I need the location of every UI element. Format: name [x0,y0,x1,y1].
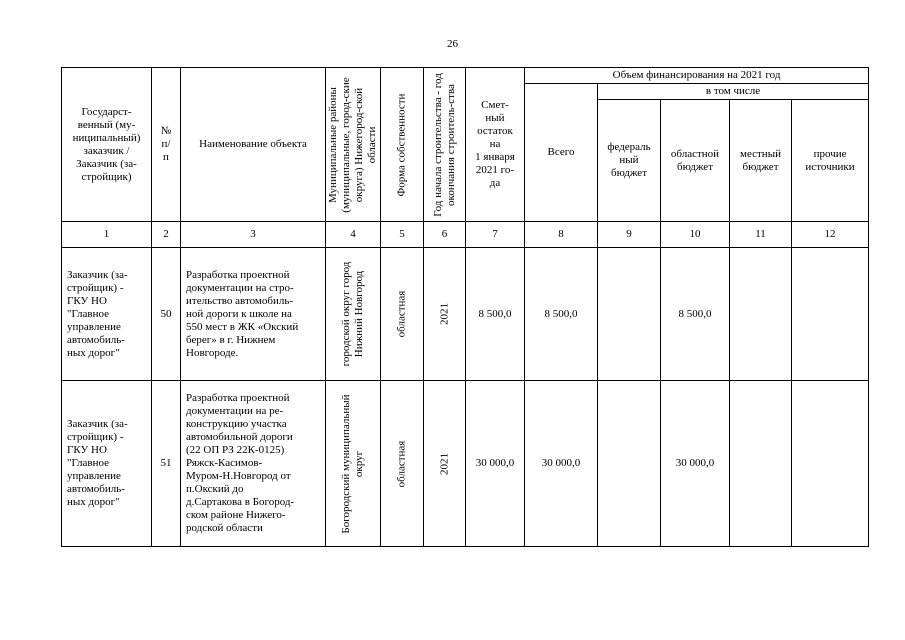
header-years [424,68,466,222]
row-customer: Заказчик (за- стройщик) - ГКУ НО "Главное управление автомобиль- ных дорог" [62,381,152,547]
header-districts-text: Муниципальные районы (муниципальные, город-ские округа) Нижегород-ской области [327,76,378,213]
row-balance: 30 000,0 [466,381,525,547]
row-federal [598,248,661,381]
header-total: Всего [525,84,598,222]
row-federal [598,381,661,547]
column-number-row [62,222,869,248]
row-years [424,381,466,547]
header-other: прочие источники [792,100,869,222]
header-funding-title: Объем финансирования на 2021 год [525,68,869,84]
column-number: 3 [181,222,326,248]
row-years-text: 2021 [438,452,450,475]
header-ownership [381,68,424,222]
row-years [424,248,466,381]
row-ownership [381,248,424,381]
column-number: 7 [466,222,525,248]
column-number: 11 [730,222,792,248]
row-ownership-text: областная [395,440,408,487]
column-number: 4 [326,222,381,248]
row-other [792,248,869,381]
row-object-name: Разработка проектной документации на ре- конструкцию участка автомобильной дороги (22 ОП РЗ 22К-0125) Ряжск-Касимов- Муром-Н.Новгород от п.Окский до д.Сартакова в Богород- ском районе Нижего- родской области [181,381,326,547]
row-ownership [381,381,424,547]
column-number: 1 [62,222,152,248]
header-object-name: Наименование объекта [181,68,326,222]
row-number: 50 [152,248,181,381]
row-district [326,381,381,547]
row-district-text: городской округ город Нижний Новгород [340,261,365,367]
header-ownership-text: Форма собственности [395,93,408,196]
row-balance: 8 500,0 [466,248,525,381]
column-number: 12 [792,222,869,248]
row-district-text: Богородский муниципальный округ [340,393,365,534]
column-number: 9 [598,222,661,248]
header-customer: Государст- венный (му- ниципальный) заказчик / Заказчик (за- стройщик) [62,68,152,222]
header-regional: областной бюджет [661,100,730,222]
header-balance: Смет- ный остаток на 1 января 2021 го- да [466,68,525,222]
table-row [62,381,869,547]
header-including: в том числе [598,84,869,100]
row-customer: Заказчик (за- стройщик) - ГКУ НО "Главное управление автомобиль- ных дорог" [62,248,152,381]
row-total: 8 500,0 [525,248,598,381]
column-number: 6 [424,222,466,248]
row-years-text: 2021 [438,303,450,325]
row-total: 30 000,0 [525,381,598,547]
header-federal: федераль ный бюджет [598,100,661,222]
page-number: 26 [447,38,458,50]
header-districts [326,68,381,222]
column-number: 2 [152,222,181,248]
financing-table [61,67,869,547]
header-local: местный бюджет [730,100,792,222]
row-regional: 30 000,0 [661,381,730,547]
table-row [62,248,869,381]
row-regional: 8 500,0 [661,248,730,381]
header-years-text: Год начала строительства - год окончания строитель-ства [431,72,457,217]
header-number: № п/ п [152,68,181,222]
column-number: 10 [661,222,730,248]
row-object-name: Разработка проектной документации на стро- ительство автомобиль- ной дороги к школе на 550 мест в ЖК «Окский берег» в г. Нижнем Новгороде. [181,248,326,381]
row-other [792,381,869,547]
row-ownership-text: областная [395,290,408,338]
row-local [730,381,792,547]
row-local [730,248,792,381]
column-number: 5 [381,222,424,248]
column-number: 8 [525,222,598,248]
row-number: 51 [152,381,181,547]
row-district [326,248,381,381]
